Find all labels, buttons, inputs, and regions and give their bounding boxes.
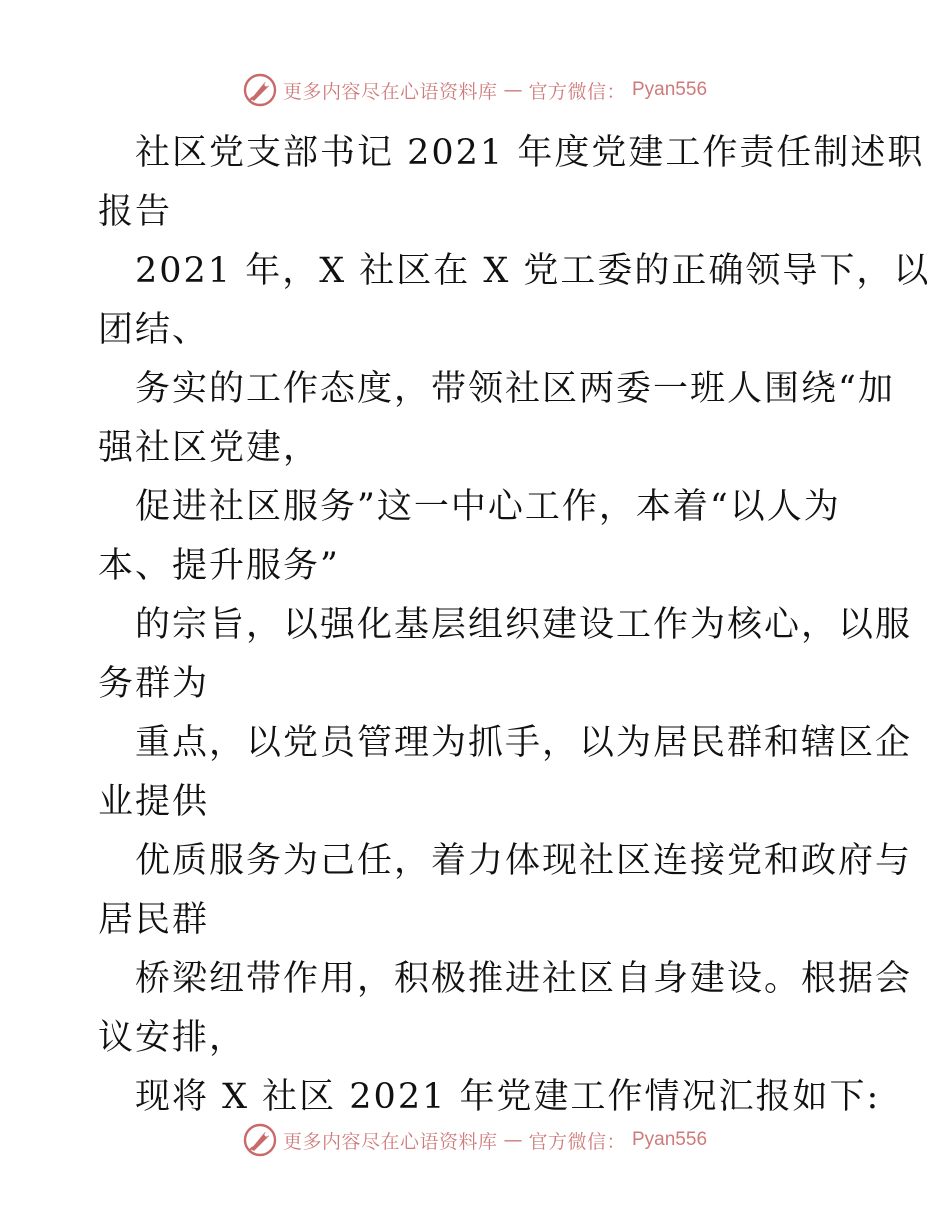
watermark-contact-id: Pyan556: [632, 79, 708, 100]
title-line-1: 社区党支部书记 2021 年度党建工作责任制述职: [135, 133, 925, 173]
paragraph-line: 业提供: [98, 782, 210, 822]
paragraph-line: 务实的工作态度，带领社区两委一班人围绕“加: [135, 369, 895, 409]
document-body: [98, 124, 931, 1127]
watermark-contact-label: 官方微信：: [528, 80, 626, 103]
paragraph-line: 桥梁纽带作用，积极推进社区自身建设。根据会: [135, 959, 913, 999]
paragraph-line: 现将 X 社区 2021 年党建工作情况汇报如下:: [135, 1077, 881, 1117]
pen-nib-logo-icon: [243, 1123, 277, 1157]
title-line-2: 报告: [98, 192, 173, 232]
paragraph-line: 促进社区服务”这一中心工作，本着“以人为: [135, 487, 841, 527]
paragraph-line: 本、提升服务”: [98, 546, 340, 586]
watermark-contact-label: 官方微信：: [528, 1130, 626, 1153]
paragraph-line: 务群为: [98, 664, 210, 704]
watermark-separator: —: [503, 79, 523, 101]
paragraph-line: 居民群: [98, 900, 210, 940]
watermark-contact-id: Pyan556: [632, 1129, 708, 1150]
paragraph-line: 的宗旨，以强化基层组织建设工作为核心，以服: [135, 605, 913, 645]
pen-nib-logo-icon: [243, 73, 277, 107]
paragraph-line: 强社区党建，: [98, 428, 321, 468]
header-watermark: [0, 70, 950, 110]
watermark-separator: —: [503, 1129, 523, 1151]
watermark-text: 更多内容尽在心语资料库: [282, 80, 498, 103]
paragraph-line: 团结、: [98, 310, 210, 350]
watermark-text: 更多内容尽在心语资料库: [282, 1130, 498, 1153]
paragraph-line: 优质服务为己任，着力体现社区连接党和政府与: [135, 841, 913, 881]
footer-watermark: [0, 1120, 950, 1160]
paragraph-line: 议安排，: [98, 1018, 247, 1058]
paragraph-line: 2021 年，X 社区在 X 党工委的正确领导下，以: [135, 251, 931, 291]
paragraph-line: 重点，以党员管理为抓手，以为居民群和辖区企: [135, 723, 913, 763]
